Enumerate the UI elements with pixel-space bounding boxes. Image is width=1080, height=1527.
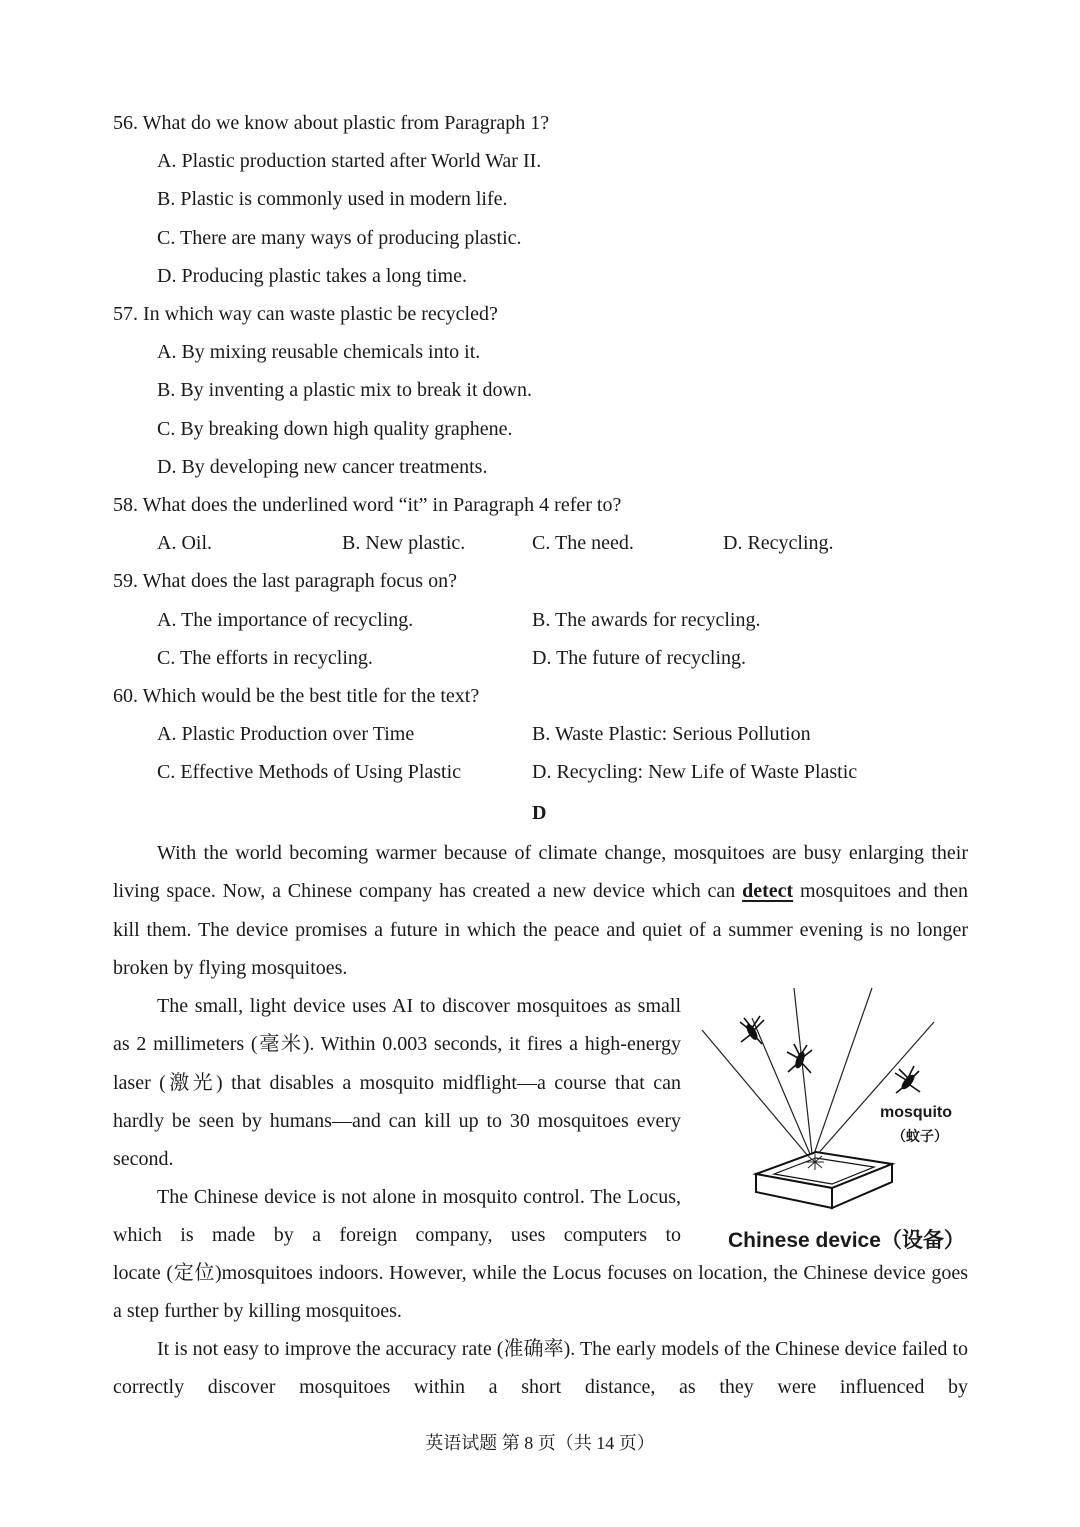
question-57-option-c: C. By breaking down high quality graphene.: [157, 418, 513, 440]
paragraph-4-text: It is not easy to improve the accuracy rate (准确率). The early models of the Chinese device failed to correctly discover mosquitoes within a short distance, as they were influenced by: [113, 1338, 968, 1399]
question-57-option-d: D. By developing new cancer treatments.: [157, 456, 488, 478]
question-60-stem: 60. Which would be the best title for the text?: [113, 685, 480, 707]
question-57-option-b: B. By inventing a plastic mix to break it down.: [157, 379, 532, 401]
paragraph-3-text-end: locate (定位)mosquitoes indoors. However, while the Locus focuses on location, the Chinese device goes a step further by killing mosquitoes.: [113, 1262, 968, 1323]
question-60-option-d: D. Recycling: New Life of Waste Plastic: [532, 761, 858, 783]
question-59-option-a: A. The importance of recycling.: [157, 609, 414, 631]
passage-paragraph-1: [113, 834, 968, 987]
question-60-option-a: A. Plastic Production over Time: [157, 723, 415, 745]
question-58-option-a: A. Oil.: [157, 532, 212, 554]
page-footer: 英语试题 第 8 页（共 14 页）: [425, 1433, 655, 1453]
question-58-option-c: C. The need.: [532, 532, 634, 554]
question-58-option-d: D. Recycling.: [723, 532, 834, 554]
laser-origin-sparkle: [806, 1154, 824, 1170]
mosquito-label: mosquito: [880, 1104, 952, 1121]
question-60-option-b: B. Waste Plastic: Serious Pollution: [532, 723, 811, 745]
question-56-option-a: A. Plastic production started after World War II.: [157, 150, 542, 172]
question-59-stem: 59. What does the last paragraph focus on?: [113, 570, 457, 592]
question-59-option-c: C. The efforts in recycling.: [157, 647, 373, 669]
passage-paragraph-3-end: [113, 1254, 968, 1331]
question-56-stem: 56. What do we know about plastic from Paragraph 1?: [113, 112, 550, 134]
passage-paragraph-3-start: [113, 1178, 681, 1255]
paragraph-2-text: The small, light device uses AI to discover mosquitoes as small as 2 millimeters (毫米). Within 0.003 seconds, it fires a high-energy laser (激光) that disables a mosquito midflight—a course that can hardly be seen by humans—and can kill up to 30 mosquitoes every second.: [113, 995, 681, 1171]
question-58-stem: 58. What does the underlined word “it” in Paragraph 4 refer to?: [113, 494, 622, 516]
mosquito-label-chinese: （蚊子）: [892, 1128, 948, 1144]
question-57-stem: 57. In which way can waste plastic be recycled?: [113, 303, 498, 325]
passage-paragraph-2: [113, 987, 681, 1178]
question-59-option-d: D. The future of recycling.: [532, 647, 746, 669]
question-58-option-b: B. New plastic.: [342, 532, 466, 554]
question-56-option-c: C. There are many ways of producing plastic.: [157, 227, 522, 249]
paragraph-1-text-before: With the world becoming warmer because of climate change, mosquitoes are busy enlarging their living space. Now, a Chinese company has created a new device which can: [113, 842, 968, 903]
section-label: D: [532, 802, 547, 824]
passage-paragraph-4: [113, 1330, 968, 1407]
paragraph-1-text-after: mosquitoes and then kill them. The device promises a future in which the peace and quiet of a summer evening is no longer broken by flying mosquitoes.: [113, 880, 968, 979]
question-60-option-c: C. Effective Methods of Using Plastic: [157, 761, 462, 783]
device-box: [756, 1152, 892, 1208]
question-59-option-b: B. The awards for recycling.: [532, 609, 761, 631]
device-illustration: [696, 984, 976, 1254]
question-56-option-b: B. Plastic is commonly used in modern life.: [157, 188, 508, 210]
question-57-option-a: A. By mixing reusable chemicals into it.: [157, 341, 481, 363]
question-56-option-d: D. Producing plastic takes a long time.: [157, 265, 467, 287]
paragraph-3-text-start: The Chinese device is not alone in mosquito control. The Locus, which is made by a foreign company, uses computers to: [113, 1186, 681, 1247]
device-caption: Chinese device（设备）: [728, 1229, 965, 1252]
underlined-word-detect: detect: [742, 880, 794, 903]
